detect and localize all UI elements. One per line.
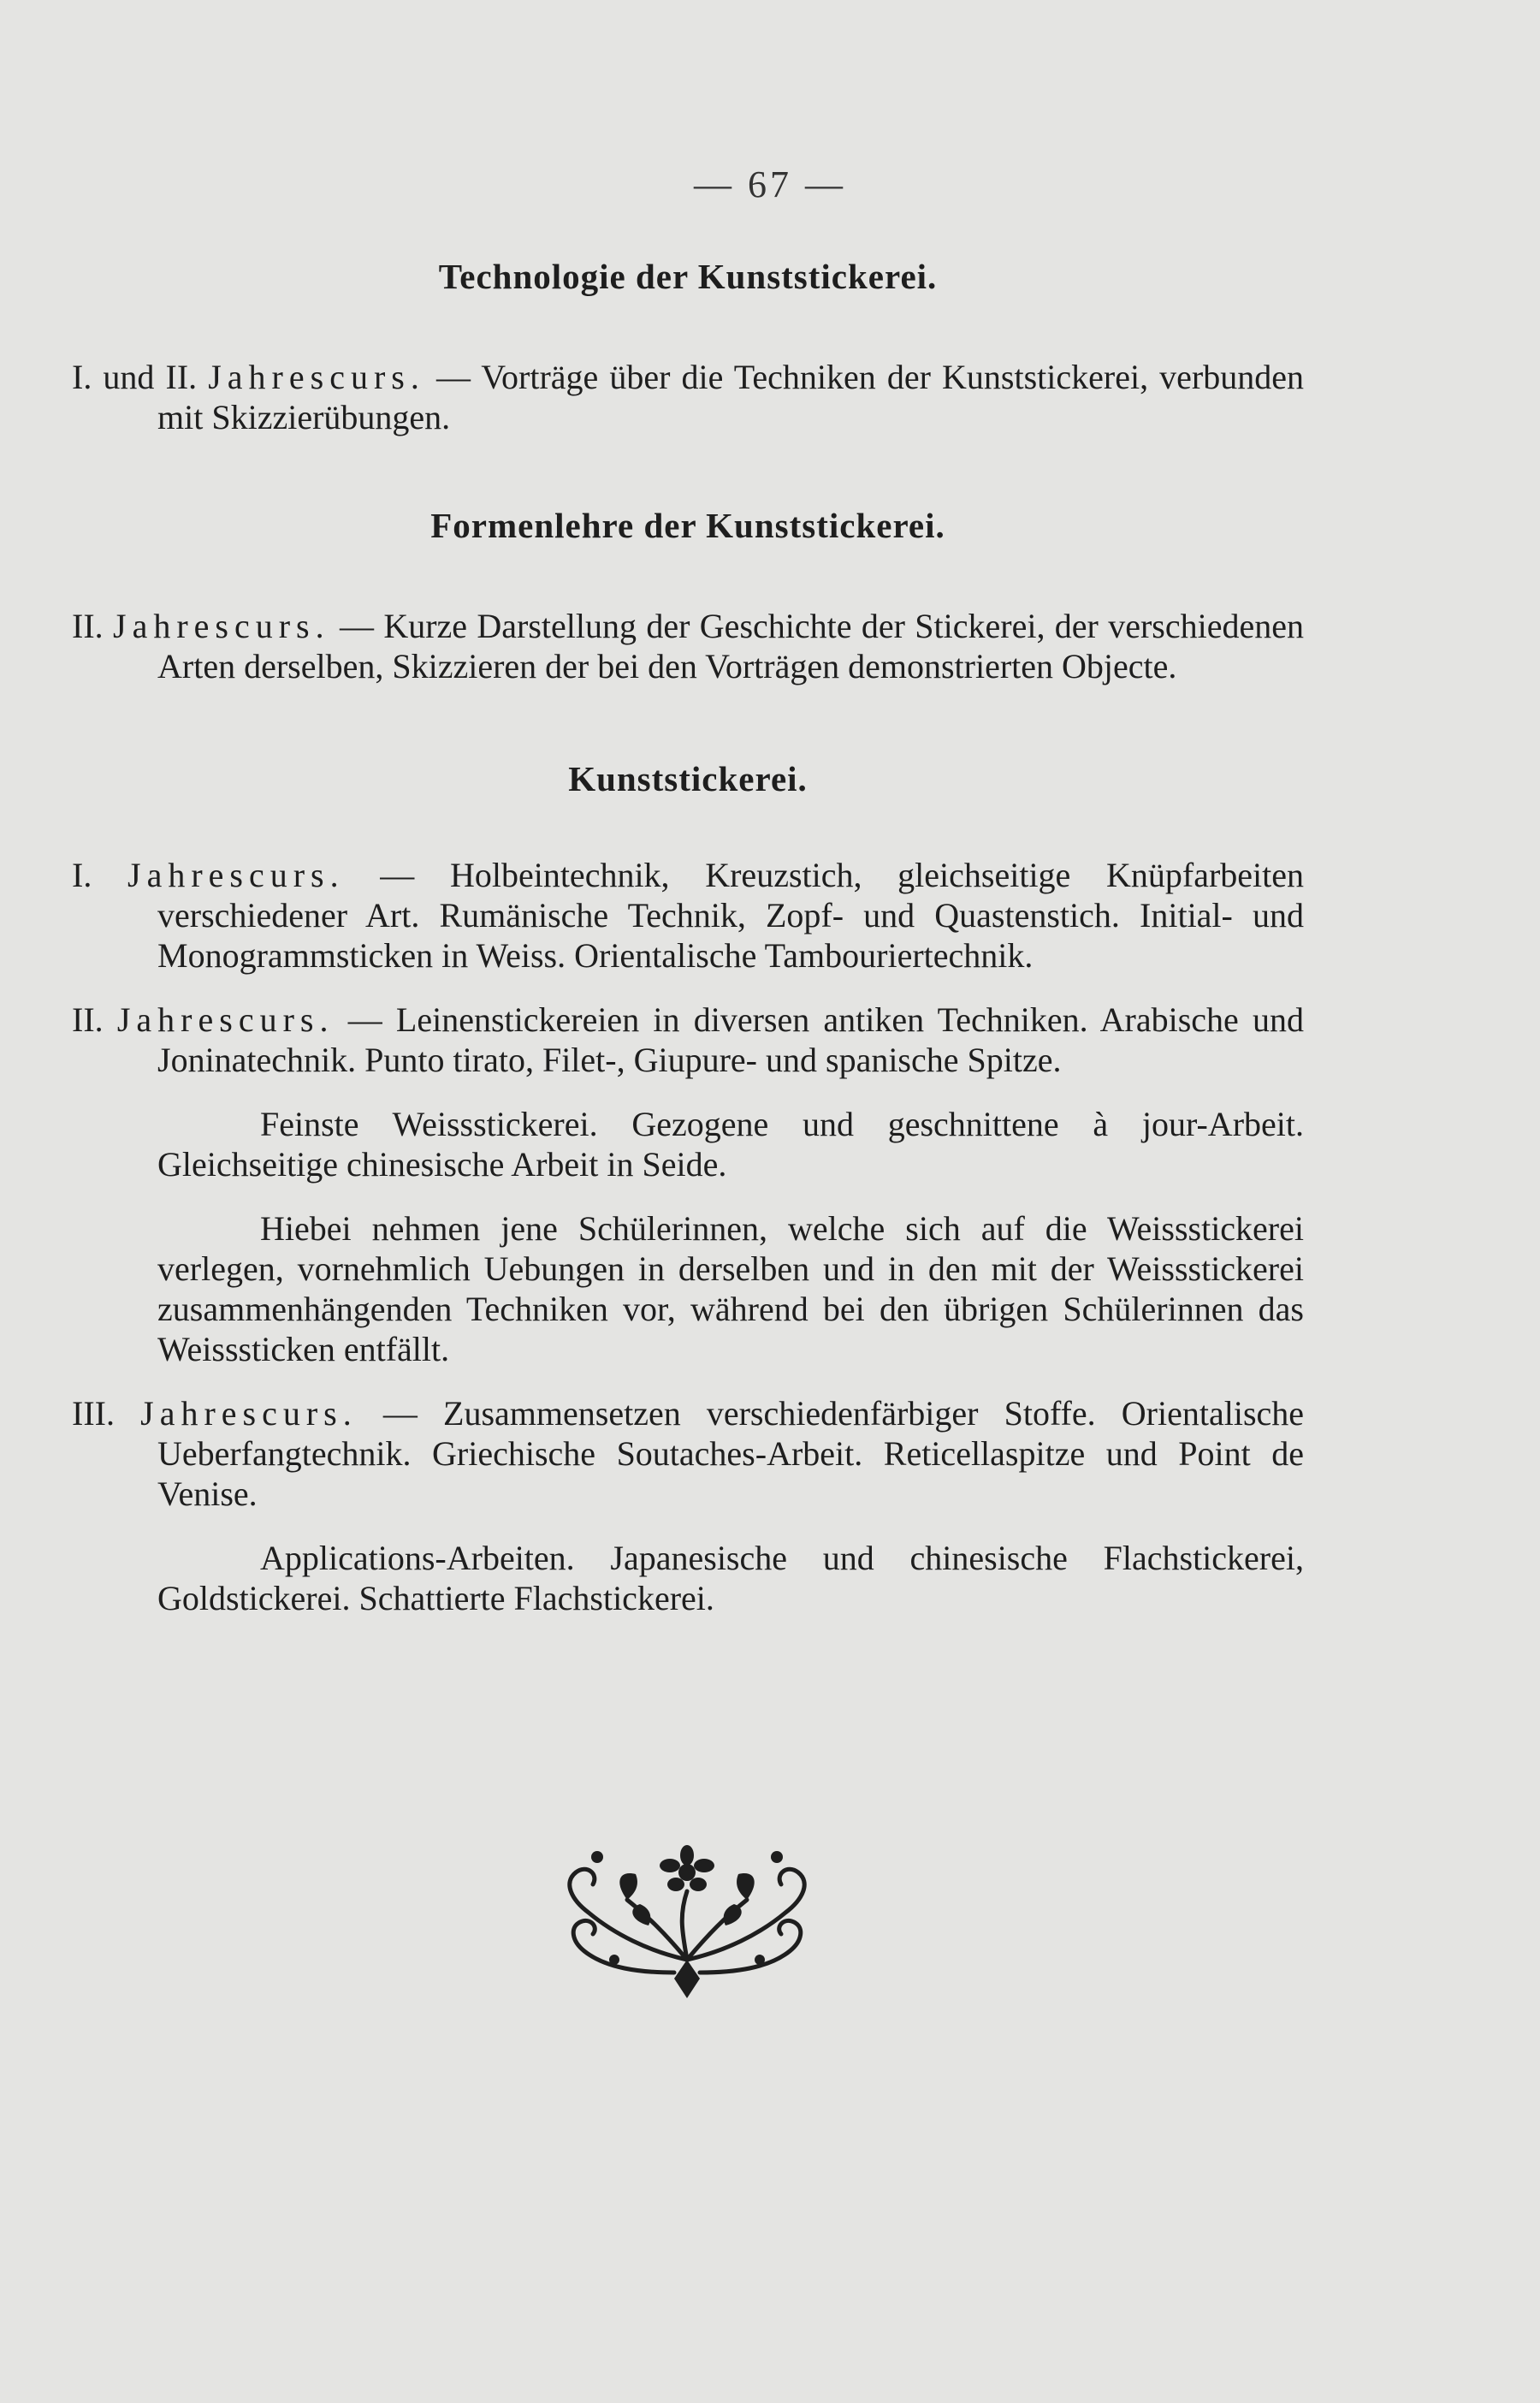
course-entry (72, 357, 1304, 437)
section-title: Technologie der Kunststickerei. (438, 257, 938, 296)
course-entry (72, 606, 1304, 686)
course-entry (72, 1000, 1304, 1080)
course-text: — Leinenstickereien in diversen antiken Techniken. Arabische und Joninatechnik. Punto tirato, Filet-, Giupure- und spanische Spitze. (157, 1000, 1305, 1079)
course-roman: II. (72, 607, 104, 645)
course-roman: I. und II. (72, 358, 198, 396)
course-roman: III. (72, 1394, 115, 1433)
course-roman: II. (72, 1000, 104, 1039)
body-paragraph: Feinste Weissstickerei. Gezogene und geschnittene à jour-Arbeit. Gleichseitige chinesische Arbeit in Seide. (157, 1105, 1304, 1184)
course-text: — Zusammensetzen verschiedenfärbiger Stoffe. Orientalische Ueberfangtechnik. Griechische Soutaches-Arbeit. Reticellaspitze und Point de Venise. (157, 1394, 1305, 1513)
floral-ornament-icon (546, 1831, 828, 2002)
section-kunststickerei (72, 759, 1304, 1618)
course-roman: I. (72, 856, 92, 894)
body-paragraph: Hiebei nehmen jene Schülerinnen, welche sich auf die Weissstickerei verlegen, vornehmlich Uebungen in derselben und in den mit der Weissstickerei zusammenhängenden Techniken vor, während bei den übrigen Schülerinnen das Weisssticken entfällt. (157, 1209, 1304, 1368)
course-entry (72, 855, 1304, 976)
body-paragraph: Applications-Arbeiten. Japanesische und chinesische Flachstickerei, Goldstickerei. Schattierte Flachstickerei. (157, 1539, 1304, 1617)
course-text: — Kurze Darstellung der Geschichte der Stickerei, der verschiedenen Arten derselben, Skizzieren der bei den Vorträgen demonstrierten Objecte. (157, 607, 1304, 685)
course-entry (72, 1393, 1304, 1514)
course-year: Jahrescurs. (208, 358, 425, 396)
course-year: Jahrescurs. (113, 607, 330, 645)
course-year: Jahrescurs. (116, 1000, 335, 1039)
page-content (72, 257, 1304, 1642)
course-text: — Vorträge über die Techniken der Kunststickerei, verbunden mit Skizzierübungen. (157, 358, 1305, 436)
section-formenlehre (72, 506, 1304, 686)
section-title: Kunststickerei. (568, 759, 808, 798)
page-number: — 67 — (694, 163, 846, 205)
course-text: — Holbeintechnik, Kreuzstich, gleichseitige Knüpfarbeiten verschiedener Art. Rumänische Technik, Zopf- und Quastenstich. Initial- und Monogrammsticken in Weiss. Orientalische Tambouriertechnik. (157, 856, 1304, 975)
course-year: Jahrescurs. (127, 856, 345, 894)
course-year: Jahrescurs. (140, 1394, 358, 1433)
section-technologie (72, 257, 1304, 437)
section-title: Formenlehre der Kunststickerei. (430, 506, 945, 545)
